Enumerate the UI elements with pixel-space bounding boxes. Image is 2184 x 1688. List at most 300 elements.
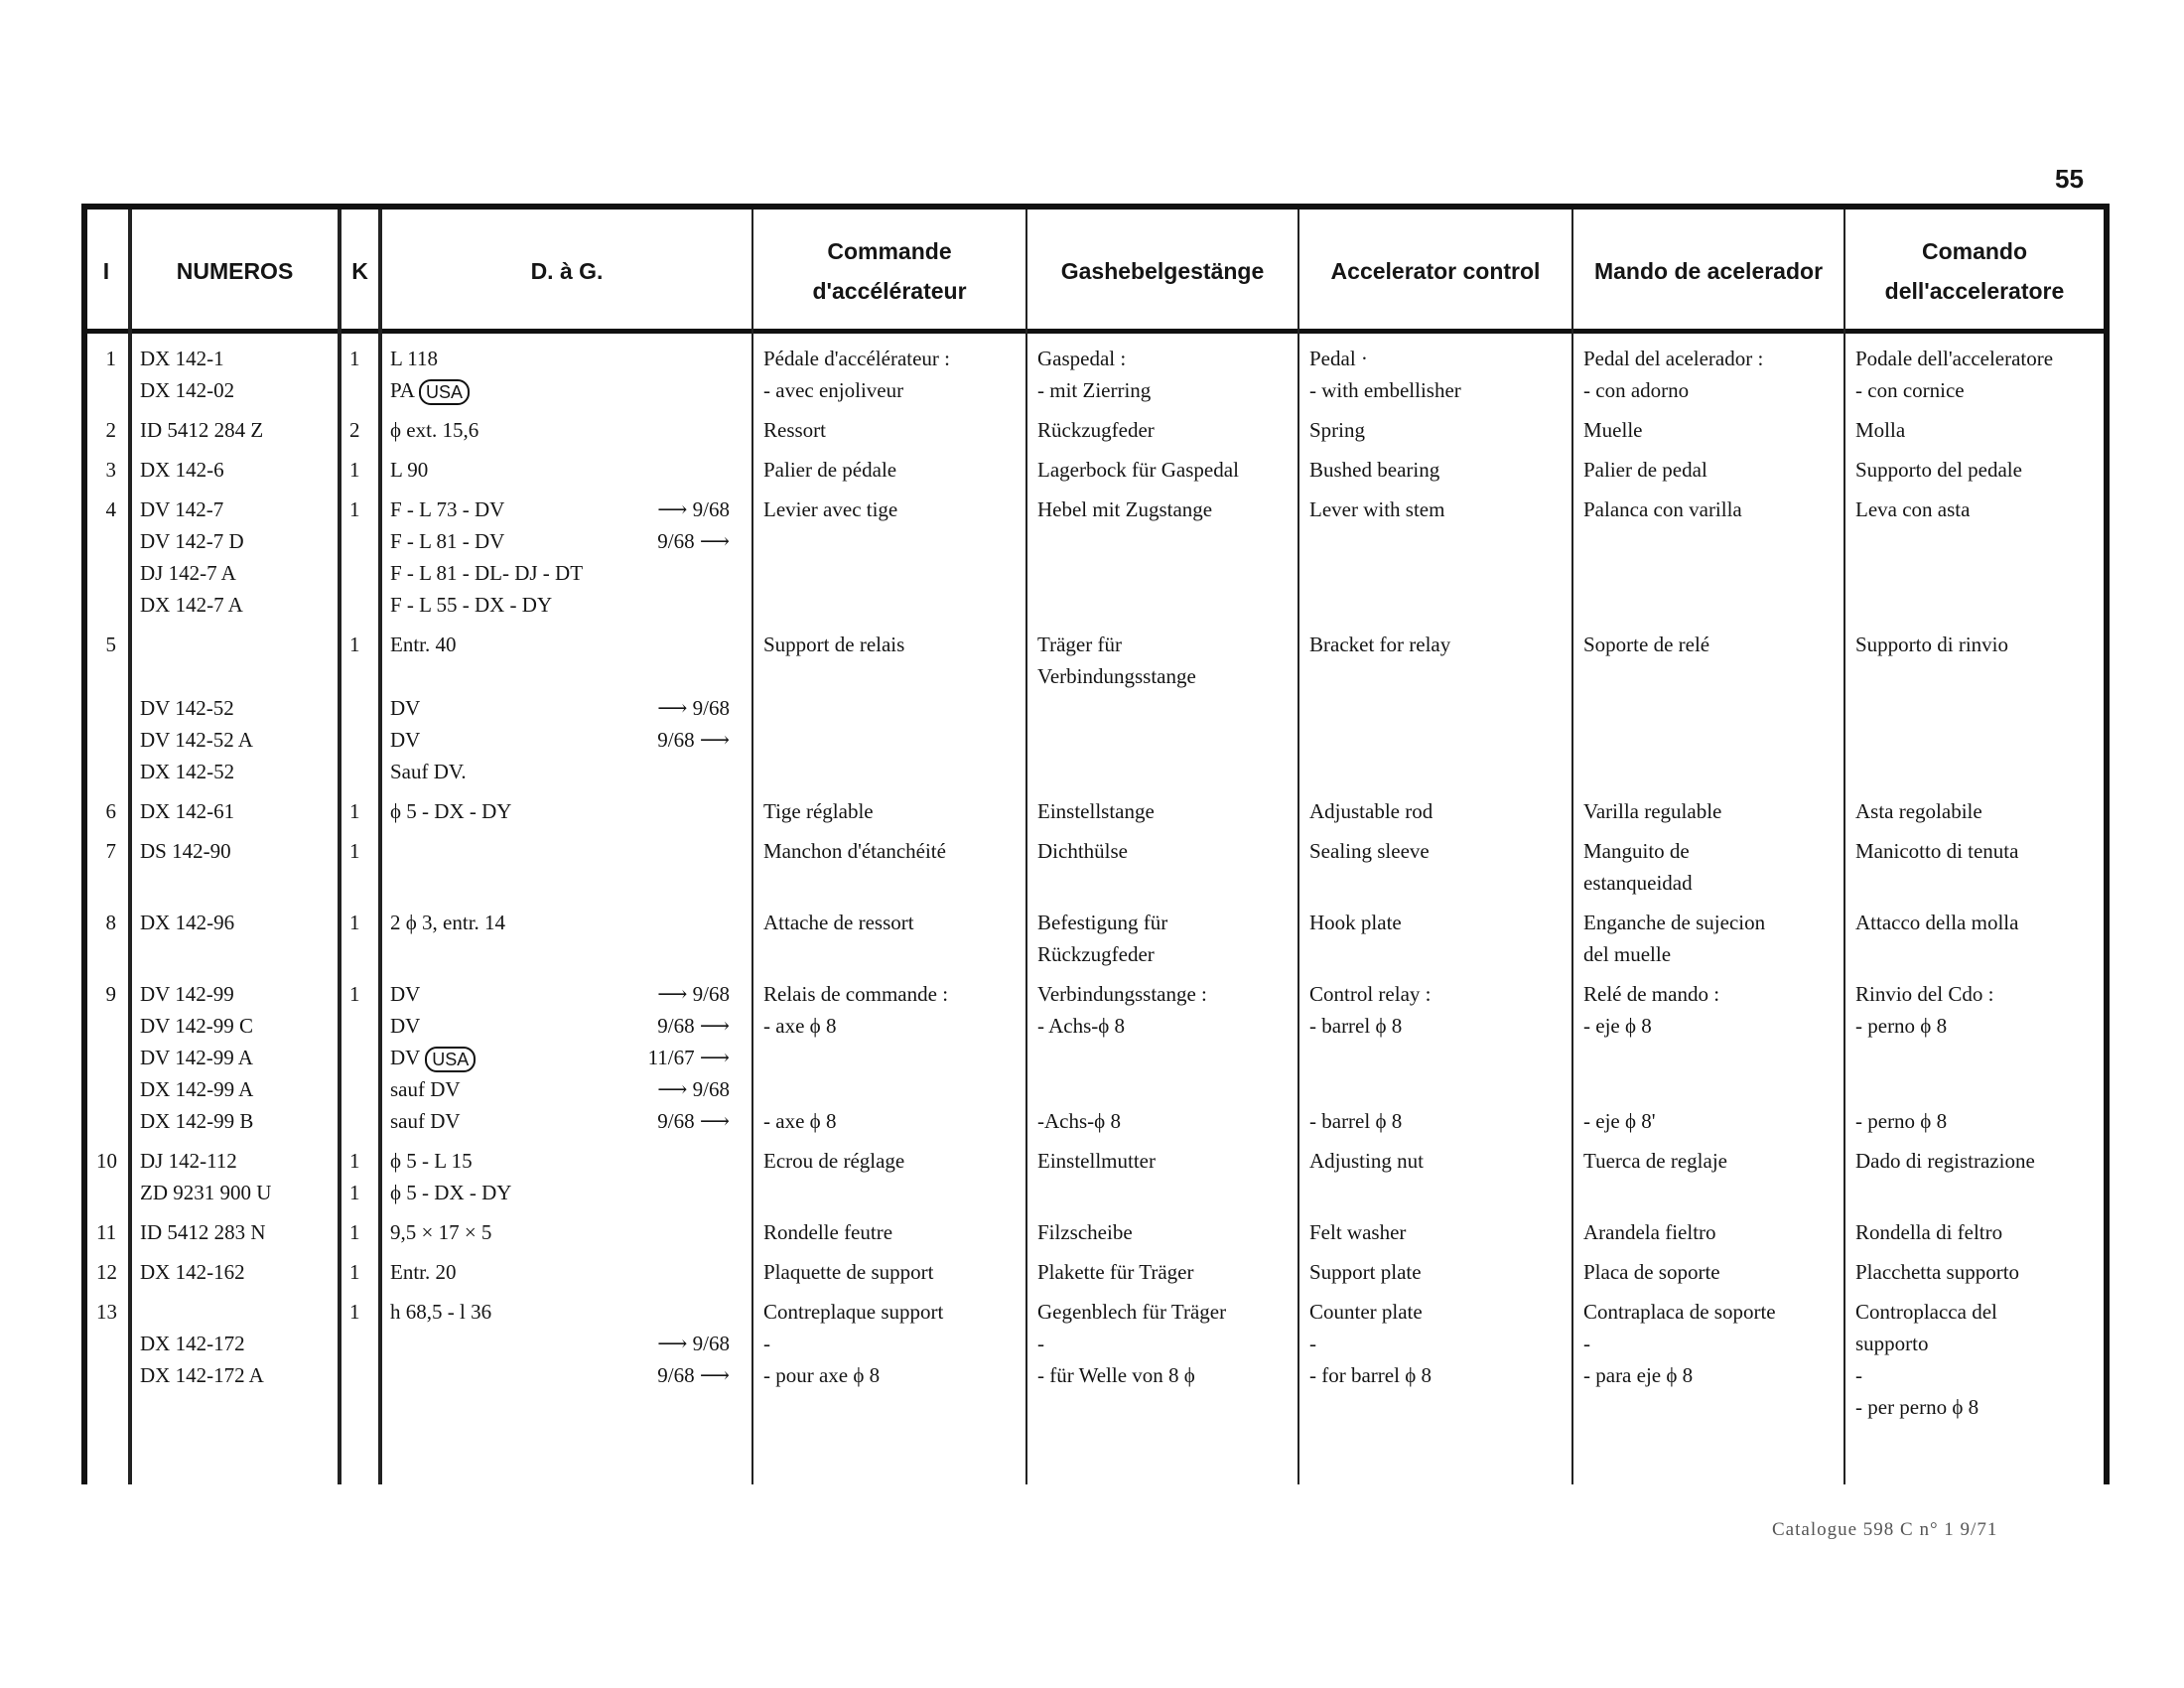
dag-line xyxy=(390,1010,740,1042)
part-number: DX 142-172 A xyxy=(140,1363,264,1387)
part-numbers xyxy=(128,903,338,974)
english-description xyxy=(1297,490,1571,625)
dag-date: ⟶ 9/68 xyxy=(657,1332,730,1355)
french-description xyxy=(751,974,1025,1141)
spanish-description xyxy=(1571,625,1843,791)
table-row xyxy=(84,1292,2110,1427)
spanish-description-line: Manguito de xyxy=(1583,839,1690,863)
english-description-line xyxy=(1309,1073,1560,1105)
dag-date: 11/67 ⟶ xyxy=(647,1046,730,1069)
quantity-value: 1 xyxy=(349,1300,360,1324)
french-description xyxy=(751,1292,1025,1427)
dag-spec-text: F - L 81 - DL- DJ - DT xyxy=(390,561,584,585)
spanish-description xyxy=(1571,791,1843,831)
part-number: DV 142-99 xyxy=(140,982,234,1006)
row-index: 3 xyxy=(105,458,116,482)
quantity-value: 1 xyxy=(349,1220,360,1244)
part-number: DX 142-162 xyxy=(140,1260,245,1284)
spanish-description xyxy=(1571,1141,1843,1212)
dag-spec-text: F - L 55 - DX - DY xyxy=(390,593,553,617)
german-description xyxy=(1025,410,1297,450)
dag-date: ⟶ 9/68 xyxy=(657,982,730,1006)
dag-date xyxy=(730,414,740,446)
english-description-line: Sealing sleeve xyxy=(1309,839,1430,863)
spanish-description xyxy=(1571,831,1843,903)
part-number: DJ 142-112 xyxy=(140,1149,237,1173)
dag-spec xyxy=(378,1212,751,1252)
english-description xyxy=(1297,1252,1571,1292)
header-underline xyxy=(84,329,2110,334)
dag-spec-text: ϕ 5 - DX - DY xyxy=(390,1181,512,1204)
spanish-description-line: Arandela fieltro xyxy=(1583,1220,1716,1244)
german-description-line: Plakette für Träger xyxy=(1037,1260,1194,1284)
english-description-line: Pedal · xyxy=(1309,347,1368,370)
italian-description-line: Controplacca del xyxy=(1855,1300,1997,1324)
italian-description-line: - xyxy=(1855,1363,1862,1387)
dag-date xyxy=(730,907,740,938)
part-number: DX 142-61 xyxy=(140,799,235,823)
header-italian-line: Comando xyxy=(1921,238,2028,264)
german-description-line: Hebel mit Zugstange xyxy=(1037,497,1213,521)
header-spanish: Mando de acelerador xyxy=(1593,258,1824,284)
english-description-line: Spring xyxy=(1309,418,1366,442)
french-description-line: - pour axe ϕ 8 xyxy=(763,1363,881,1387)
dag-line xyxy=(390,1296,740,1328)
table-row xyxy=(84,450,2110,490)
english-description xyxy=(1297,1212,1571,1252)
german-description xyxy=(1025,831,1297,903)
dag-date: 9/68 ⟶ xyxy=(657,1363,730,1387)
spanish-description xyxy=(1571,410,1843,450)
english-description xyxy=(1297,1141,1571,1212)
usa-badge: USA xyxy=(419,379,470,405)
italian-description xyxy=(1843,791,2110,831)
french-description-line: Attache de ressort xyxy=(763,911,914,934)
italian-description-line xyxy=(1855,1073,2098,1105)
header-english: Accelerator control xyxy=(1330,258,1541,284)
quantity-value: 1 xyxy=(349,1149,360,1173)
german-description-line: Einstellstange xyxy=(1037,799,1155,823)
german-description xyxy=(1025,339,1297,410)
part-number: DX 142-172 xyxy=(140,1332,245,1355)
dag-spec xyxy=(378,625,751,791)
table-row xyxy=(84,339,2110,410)
header-german: Gashebelgestänge xyxy=(1060,258,1265,284)
english-description xyxy=(1297,450,1571,490)
dag-spec-text: Entr. 20 xyxy=(390,1260,457,1284)
part-number xyxy=(140,660,326,692)
french-description xyxy=(751,410,1025,450)
usa-badge: USA xyxy=(425,1047,476,1072)
table-row xyxy=(84,1141,2110,1212)
italian-description-line xyxy=(1855,1042,2098,1073)
dag-spec-text: L 118 xyxy=(390,347,439,370)
part-number xyxy=(140,1296,326,1328)
french-description-line: - avec enjoliveur xyxy=(763,378,904,402)
dag-line xyxy=(390,756,740,787)
french-description xyxy=(751,1252,1025,1292)
table-row xyxy=(84,791,2110,831)
part-number xyxy=(140,629,326,660)
quantity-value: 1 xyxy=(349,458,360,482)
french-description xyxy=(751,490,1025,625)
german-description xyxy=(1025,1292,1297,1427)
dag-spec-text: F - L 81 - DV xyxy=(390,529,505,553)
german-description-line: - Achs-ϕ 8 xyxy=(1037,1014,1126,1038)
italian-description xyxy=(1843,339,2110,410)
page-number: 55 xyxy=(2055,164,2084,194)
german-description xyxy=(1025,791,1297,831)
row-index: 11 xyxy=(96,1220,117,1244)
english-description-line: Felt washer xyxy=(1309,1220,1407,1244)
dag-line xyxy=(390,907,740,938)
header-french xyxy=(753,215,1025,327)
frame-top-rule xyxy=(84,204,2110,210)
table-row xyxy=(84,410,2110,450)
dag-line xyxy=(390,1328,740,1359)
italian-description xyxy=(1843,1252,2110,1292)
french-description xyxy=(751,791,1025,831)
quantity-value: 1 xyxy=(349,347,360,370)
french-description-line: - xyxy=(763,1332,770,1355)
dag-line xyxy=(390,724,740,756)
part-number: DV 142-99 C xyxy=(140,1014,253,1038)
dag-spec-text: sauf DV xyxy=(390,1077,461,1101)
dag-date xyxy=(730,343,740,374)
dag-spec-text: DV xyxy=(390,728,421,752)
french-description-line xyxy=(763,1042,1014,1073)
dag-date xyxy=(730,660,740,692)
dag-spec xyxy=(378,410,751,450)
dag-spec xyxy=(378,1252,751,1292)
german-description-line: Verbindungsstange xyxy=(1037,664,1196,688)
italian-description xyxy=(1843,974,2110,1141)
dag-date xyxy=(730,1296,740,1328)
italian-description xyxy=(1843,450,2110,490)
part-numbers xyxy=(128,831,338,903)
table-row xyxy=(84,1212,2110,1252)
dag-spec xyxy=(378,791,751,831)
dag-line xyxy=(390,557,740,589)
dag-line xyxy=(390,1042,740,1073)
french-description-line: Pédale d'accélérateur : xyxy=(763,347,950,370)
italian-description xyxy=(1843,903,2110,974)
dag-line xyxy=(390,343,740,374)
quantity xyxy=(338,1141,378,1212)
dag-spec xyxy=(378,339,751,410)
english-description xyxy=(1297,339,1571,410)
french-description-line: Contreplaque support xyxy=(763,1300,944,1324)
italian-description-line: Rondella di feltro xyxy=(1855,1220,2003,1244)
table-row xyxy=(84,831,2110,903)
header-numeros: NUMEROS xyxy=(176,258,294,284)
spanish-description-line: - eje ϕ 8 xyxy=(1583,1014,1652,1038)
italian-description xyxy=(1843,831,2110,903)
part-number: DX 142-96 xyxy=(140,911,235,934)
table-row xyxy=(84,1252,2110,1292)
italian-description-line: - con cornice xyxy=(1855,378,1965,402)
dag-line xyxy=(390,493,740,525)
dag-date: ⟶ 9/68 xyxy=(657,696,730,720)
spanish-description-line: - para eje ϕ 8 xyxy=(1583,1363,1694,1387)
english-description-line: Lever with stem xyxy=(1309,497,1445,521)
part-number: DV 142-52 A xyxy=(140,728,253,752)
french-description-line: - axe ϕ 8 xyxy=(763,1014,837,1038)
row-index: 5 xyxy=(105,633,116,656)
header-french-line: d'accélérateur xyxy=(812,278,967,304)
dag-date: 9/68 ⟶ xyxy=(657,1014,730,1038)
dag-date: ⟶ 9/68 xyxy=(657,1077,730,1101)
table-row xyxy=(84,490,2110,625)
french-description-line: Ressort xyxy=(763,418,826,442)
italian-description-line: Attacco della molla xyxy=(1855,911,2019,934)
part-numbers xyxy=(128,410,338,450)
english-description xyxy=(1297,974,1571,1141)
french-description-line: Support de relais xyxy=(763,633,905,656)
header-dag: D. à G. xyxy=(530,258,604,284)
french-description-line: Relais de commande : xyxy=(763,982,949,1006)
header-k: K xyxy=(351,258,368,284)
spanish-description-line: - con adorno xyxy=(1583,378,1690,402)
german-description-line xyxy=(1037,1042,1286,1073)
table-row xyxy=(84,903,2110,974)
part-numbers xyxy=(128,1212,338,1252)
quantity xyxy=(338,1212,378,1252)
dag-line xyxy=(390,1105,740,1137)
quantity xyxy=(338,831,378,903)
quantity xyxy=(338,791,378,831)
dag-spec-text: ϕ 5 - L 15 xyxy=(390,1149,473,1173)
quantity-value: 2 xyxy=(349,418,360,442)
quantity xyxy=(338,625,378,791)
french-description xyxy=(751,903,1025,974)
english-description-line: Control relay : xyxy=(1309,982,1432,1006)
dag-line xyxy=(390,589,740,621)
dag-spec xyxy=(378,831,751,903)
dag-date: ⟶ 9/68 xyxy=(657,497,730,521)
part-number: DV 142-52 xyxy=(140,696,234,720)
quantity-value: 1 xyxy=(349,497,360,521)
spanish-description-line: Placa de soporte xyxy=(1583,1260,1720,1284)
spanish-description xyxy=(1571,974,1843,1141)
dag-date xyxy=(730,589,740,621)
quantity xyxy=(338,410,378,450)
dag-date: 9/68 ⟶ xyxy=(657,728,730,752)
quantity-value: 1 xyxy=(349,799,360,823)
german-description-line: Lagerbock für Gaspedal xyxy=(1037,458,1239,482)
italian-description-line: - per perno ϕ 8 xyxy=(1855,1395,1979,1419)
english-description-line: Bushed bearing xyxy=(1309,458,1440,482)
row-index: 7 xyxy=(105,839,116,863)
german-description-line xyxy=(1037,1073,1286,1105)
dag-line xyxy=(390,1073,740,1105)
french-description xyxy=(751,339,1025,410)
english-description xyxy=(1297,410,1571,450)
part-number: ID 5412 284 Z xyxy=(140,418,264,442)
part-numbers xyxy=(128,1292,338,1427)
row-index: 13 xyxy=(96,1300,117,1324)
spanish-description xyxy=(1571,339,1843,410)
catalogue-footer: Catalogue 598 C n° 1 9/71 xyxy=(1772,1519,1998,1540)
spanish-description xyxy=(1571,1252,1843,1292)
dag-line xyxy=(390,692,740,724)
spanish-description-line: Contraplaca de soporte xyxy=(1583,1300,1776,1324)
part-numbers xyxy=(128,1252,338,1292)
dag-date xyxy=(730,756,740,787)
spanish-description-line: Tuerca de reglaje xyxy=(1583,1149,1727,1173)
english-description-line: - barrel ϕ 8 xyxy=(1309,1014,1403,1038)
dag-spec xyxy=(378,903,751,974)
row-index: 4 xyxy=(105,497,116,521)
dag-date xyxy=(730,1145,740,1177)
dag-spec-text: 9,5 × 17 × 5 xyxy=(390,1220,492,1244)
quantity-value: 1 xyxy=(349,911,360,934)
dag-spec-text: DV USA xyxy=(390,1042,476,1073)
german-description-line: Filzscheibe xyxy=(1037,1220,1133,1244)
part-number: DX 142-6 xyxy=(140,458,224,482)
dag-spec-text: DV xyxy=(390,982,421,1006)
french-description-line: Plaquette de support xyxy=(763,1260,934,1284)
german-description xyxy=(1025,490,1297,625)
row-index: 6 xyxy=(105,799,116,823)
german-description xyxy=(1025,450,1297,490)
part-number: DX 142-02 xyxy=(140,378,235,402)
dag-line xyxy=(390,1145,740,1177)
dag-line xyxy=(390,1216,740,1248)
english-description xyxy=(1297,791,1571,831)
dag-spec-text: F - L 73 - DV xyxy=(390,497,505,521)
dag-date xyxy=(730,795,740,827)
dag-spec xyxy=(378,1141,751,1212)
italian-description-line: Supporto di rinvio xyxy=(1855,633,2009,656)
english-description xyxy=(1297,1292,1571,1427)
dag-line xyxy=(390,629,740,660)
italian-description-line: Asta regolabile xyxy=(1855,799,1982,823)
dag-spec-text: ϕ ext. 15,6 xyxy=(390,418,479,442)
dag-line xyxy=(390,374,740,406)
quantity xyxy=(338,1252,378,1292)
german-description-line: Befestigung für xyxy=(1037,911,1168,934)
german-description-line: Träger für xyxy=(1037,633,1122,656)
dag-spec-text: Sauf DV. xyxy=(390,760,467,783)
spanish-description-line xyxy=(1583,1042,1832,1073)
german-description-line: Dichthülse xyxy=(1037,839,1128,863)
dag-spec-text: L 90 xyxy=(390,458,429,482)
german-description xyxy=(1025,1141,1297,1212)
part-numbers xyxy=(128,450,338,490)
dag-line xyxy=(390,1256,740,1288)
part-number: DX 142-99 A xyxy=(140,1077,254,1101)
french-description-line: Levier avec tige xyxy=(763,497,898,521)
dag-spec-text: DV xyxy=(390,696,421,720)
italian-description xyxy=(1843,1292,2110,1427)
french-description-line: Rondelle feutre xyxy=(763,1220,893,1244)
dag-date xyxy=(730,1256,740,1288)
english-description-line: Adjustable rod xyxy=(1309,799,1433,823)
dag-date xyxy=(730,835,740,867)
spanish-description xyxy=(1571,1212,1843,1252)
table-row xyxy=(84,974,2110,1141)
quantity xyxy=(338,1292,378,1427)
spanish-description-line: Muelle xyxy=(1583,418,1643,442)
quantity-value: 1 xyxy=(349,1260,360,1284)
spanish-description xyxy=(1571,490,1843,625)
spanish-description-line xyxy=(1583,1073,1832,1105)
english-description-line xyxy=(1309,1042,1560,1073)
part-numbers xyxy=(128,974,338,1141)
dag-spec-text: sauf DV xyxy=(390,1109,461,1133)
german-description xyxy=(1025,625,1297,791)
spanish-description-line: - xyxy=(1583,1332,1590,1355)
spanish-description-line: del muelle xyxy=(1583,942,1672,966)
part-number: DX 142-52 xyxy=(140,760,235,783)
german-description-line: Gaspedal : xyxy=(1037,347,1127,370)
german-description-line: Verbindungsstange : xyxy=(1037,982,1207,1006)
part-numbers xyxy=(128,791,338,831)
quantity-value: 1 xyxy=(349,1181,360,1204)
english-description xyxy=(1297,903,1571,974)
english-description xyxy=(1297,831,1571,903)
italian-description-line: supporto xyxy=(1855,1332,1929,1355)
header-italian-line: dell'acceleratore xyxy=(1884,278,2065,304)
italian-description xyxy=(1843,1212,2110,1252)
dag-date xyxy=(730,557,740,589)
english-description-line: - xyxy=(1309,1332,1316,1355)
french-description-line: Tige réglable xyxy=(763,799,874,823)
english-description-line: - for barrel ϕ 8 xyxy=(1309,1363,1432,1387)
english-description xyxy=(1297,625,1571,791)
english-description-line: Counter plate xyxy=(1309,1300,1423,1324)
row-index: 8 xyxy=(105,911,116,934)
parts-table-body xyxy=(84,339,2110,1427)
french-description-line xyxy=(763,1073,1014,1105)
spanish-description-line: Varilla regulable xyxy=(1583,799,1722,823)
german-description xyxy=(1025,974,1297,1141)
italian-description-line: Leva con asta xyxy=(1855,497,1971,521)
italian-description xyxy=(1843,1141,2110,1212)
quantity-value: 1 xyxy=(349,839,360,863)
part-number: DX 142-99 B xyxy=(140,1109,254,1133)
italian-description-line: - perno ϕ 8 xyxy=(1855,1109,1948,1133)
english-description-line: - barrel ϕ 8 xyxy=(1309,1109,1403,1133)
part-number: ZD 9231 900 U xyxy=(140,1181,272,1204)
quantity-value: 1 xyxy=(349,982,360,1006)
dag-date xyxy=(730,454,740,486)
dag-spec xyxy=(378,1292,751,1427)
quantity xyxy=(338,339,378,410)
spanish-description-line: Relé de mando : xyxy=(1583,982,1720,1006)
row-index: 10 xyxy=(96,1149,117,1173)
english-description-line: Bracket for relay xyxy=(1309,633,1451,656)
part-numbers xyxy=(128,339,338,410)
dag-line xyxy=(390,1177,740,1208)
german-description-line: Rückzugfeder xyxy=(1037,942,1155,966)
italian-description-line: Dado di registrazione xyxy=(1855,1149,2035,1173)
italian-description-line: Supporto del pedale xyxy=(1855,458,2022,482)
part-numbers xyxy=(128,1141,338,1212)
dag-date: 9/68 ⟶ xyxy=(657,529,730,553)
spanish-description-line: Palanca con varilla xyxy=(1583,497,1742,521)
dag-date xyxy=(730,374,740,406)
dag-date xyxy=(730,1177,740,1208)
italian-description-line: Placchetta supporto xyxy=(1855,1260,2020,1284)
parts-catalogue-sheet xyxy=(84,204,2110,1484)
quantity xyxy=(338,974,378,1141)
spanish-description-line: - eje ϕ 8' xyxy=(1583,1109,1656,1133)
dag-line xyxy=(390,795,740,827)
german-description-line: -Achs-ϕ 8 xyxy=(1037,1109,1121,1133)
italian-description-line: - perno ϕ 8 xyxy=(1855,1014,1948,1038)
